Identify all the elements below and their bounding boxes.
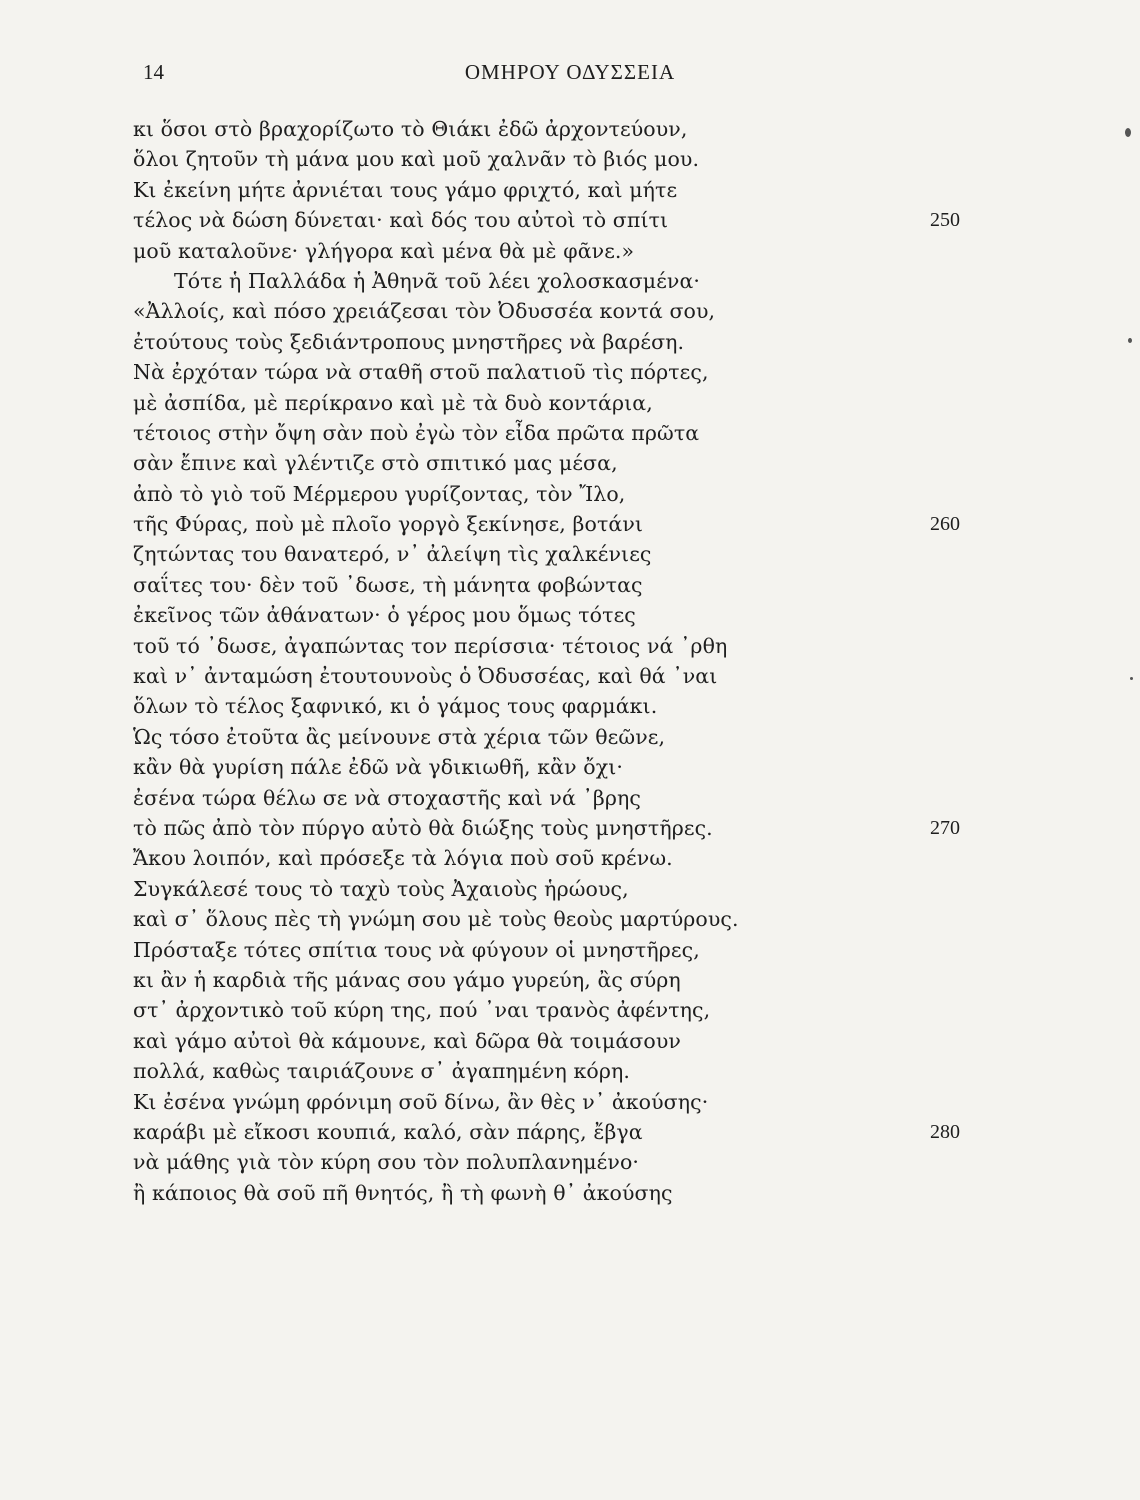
verse-line [0,539,1140,569]
verse-text: κἂν θὰ γυρίση πάλε ἐδῶ νὰ γδικιωθῆ, κἂν ὄχι· [133,755,623,780]
verse-line [0,904,1140,934]
line-number: 250 [930,209,960,232]
verse-line [0,114,1140,144]
verse-line [0,843,1140,873]
verse-text: πολλά, καθὼς ταιριάζουνε σ᾽ ἀγαπημένη κόρη. [133,1059,631,1084]
verse-text: Ἄκου λοιπόν, καὶ πρόσεξε τὰ λόγια ποὺ σοῦ κρένω. [133,846,673,871]
verse-line [0,783,1140,813]
verse-text: καὶ ν᾽ ἀνταμώση ἐτουτουνοὺς ὁ Ὀδυσσέας, καὶ θά ᾽ναι [133,664,718,689]
page-number: 14 [143,60,164,84]
verse-line [0,266,1140,296]
verse-line [0,691,1140,721]
verse-line [0,509,1140,539]
verse-list [0,114,1140,1208]
line-number: 260 [930,513,960,536]
verse-line [0,661,1140,691]
verse-text: νὰ μάθης γιὰ τὸν κύρη σου τὸν πολυπλανημένο· [133,1150,640,1175]
verse-text: ἐσένα τώρα θέλω σε νὰ στοχαστῆς καὶ νά ᾽βρης [133,785,641,810]
verse-text: ζητώντας του θανατερό, ν᾽ ἀλείψη τὶς χαλκένιες [133,542,652,567]
verse-line [0,631,1140,661]
line-number: 280 [930,1120,960,1143]
verse-text: τὸ πῶς ἀπὸ τὸν πύργο αὐτὸ θὰ διώξης τοὺς μνηστῆρες. [133,815,713,840]
verse-text: ἢ κάποιος θὰ σοῦ πῆ θνητός, ἢ τὴ φωνὴ θ᾽ ἀκούσης [133,1180,673,1205]
verse-line [0,236,1140,266]
verse-text: ὅλοι ζητοῦν τὴ μάνα μου καὶ μοῦ χαλνᾶν τὸ βιός μου. [133,147,700,172]
verse-text: κι ἂν ἡ καρδιὰ τῆς μάνας σου γάμο γυρεύη, ἂς σύρη [133,967,681,992]
verse-text: στ᾽ ἀρχοντικὸ τοῦ κύρη της, πού ᾽ναι τρανὸς ἀφέντης, [133,998,711,1023]
verse-line [0,570,1140,600]
verse-line [0,1147,1140,1177]
verse-line [0,296,1140,326]
verse-text: Πρόσταξε τότες σπίτια τους νὰ φύγουν οἱ μνηστῆρες, [133,937,700,962]
verse-text: κι ὅσοι στὸ βραχορίζωτο τὸ Θιάκι ἐδῶ ἀρχοντεύουν, [133,117,688,141]
scan-speck [1125,128,1131,137]
verse-text: Συγκάλεσέ τους τὸ ταχὺ τοὺς Ἀχαιοὺς ἡρώους, [133,876,629,901]
verse-line [0,327,1140,357]
scan-speck [1128,338,1132,343]
verse-line [0,448,1140,478]
verse-line [0,1178,1140,1208]
line-number: 270 [930,816,960,839]
verse-line [0,752,1140,782]
verse-line [0,1117,1140,1147]
verse-text: σὰν ἔπινε καὶ γλέντιζε στὸ σπιτικό μας μέσα, [133,451,618,476]
verse-text: τῆς Φύρας, ποὺ μὲ πλοῖο γοργὸ ξεκίνησε, βοτάνι [133,512,644,537]
verse-text: τέτοιος στὴν ὄψη σὰν ποὺ ἐγὼ τὸν εἶδα πρῶτα πρῶτα [133,420,700,445]
verse-line [0,1026,1140,1056]
verse-text: μοῦ καταλοῦνε· γλήγορα καὶ μένα θὰ μὲ φᾶνε.» [133,238,635,263]
verse-text: καὶ γάμο αὐτοὶ θὰ κάμουνε, καὶ δῶρα θὰ τοιμάσουν [133,1028,681,1053]
running-title: ΟΜΗΡΟΥ ΟΔΥΣΣΕΙΑ [464,60,676,84]
verse-text: Ὡς τόσο ἐτοῦτα ἂς μείνουνε στὰ χέρια τῶν θεῶνε, [133,724,666,749]
scan-speck [1130,677,1133,680]
verse-line [0,722,1140,752]
verse-line [0,357,1140,387]
verse-line [0,1087,1140,1117]
verse-line [0,965,1140,995]
verse-text: σαΐτες του· δὲν τοῦ ᾽δωσε, τὴ μάνητα φοβώντας [133,572,643,597]
verse-text: καὶ σ᾽ ὅλους πὲς τὴ γνώμη σου μὲ τοὺς θεοὺς μαρτύρους. [133,907,739,932]
verse-text: «Ἀλλοίς, καὶ πόσο χρειάζεσαι τὸν Ὀδυσσέα κοντά σου, [133,299,716,324]
verse-line [0,813,1140,843]
verse-line [0,175,1140,205]
verse-text: ἀπὸ τὸ γιὸ τοῦ Μέρμερου γυρίζοντας, τὸν Ἴλο, [133,481,626,506]
verse-line [0,1056,1140,1086]
verse-text: τέλος νὰ δώση δύνεται· καὶ δός του αὐτοὶ τὸ σπίτι [133,208,669,233]
verse-text: ἐτούτους τοὺς ξεδιάντροπους μνηστῆρες νὰ βαρέση. [133,329,685,354]
verse-text: Κι ἐκείνη μήτε ἀρνιέται τους γάμο φριχτό, καὶ μήτε [133,177,678,202]
verse-line [0,995,1140,1025]
verse-line [0,935,1140,965]
verse-line [0,205,1140,235]
verse-line [0,874,1140,904]
verse-text: ἐκεῖνος τῶν ἀθάνατων· ὁ γέρος μου ὅμως τότες [133,603,636,628]
verse-text: μὲ ἀσπίδα, μὲ περίκρανο καὶ μὲ τὰ δυὸ κοντάρια, [133,390,653,415]
verse-text: Τότε ἡ Παλλάδα ἡ Ἀθηνᾶ τοῦ λέει χολοσκασμένα· [174,268,701,293]
verse-line [0,418,1140,448]
verse-text: ὅλων τὸ τέλος ξαφνικό, κι ὁ γάμος τους φαρμάκι. [133,694,658,719]
verse-line [0,479,1140,509]
verse-text: Νὰ ἐρχόταν τώρα νὰ σταθῆ στοῦ παλατιοῦ τὶς πόρτες, [133,360,709,385]
verse-text: Κι ἐσένα γνώμη φρόνιμη σοῦ δίνω, ἂν θὲς ν᾽ ἀκούσης· [133,1089,709,1114]
verse-text: τοῦ τό ᾽δωσε, ἀγαπώντας τον περίσσια· τέτοιος νά ᾽ρθη [133,633,728,658]
verse-line [0,600,1140,630]
verse-text: καράβι μὲ εἴκοσι κουπιά, καλό, σὰν πάρης, ἔβγα [133,1119,643,1144]
verse-line [0,144,1140,174]
verse-line [0,388,1140,418]
